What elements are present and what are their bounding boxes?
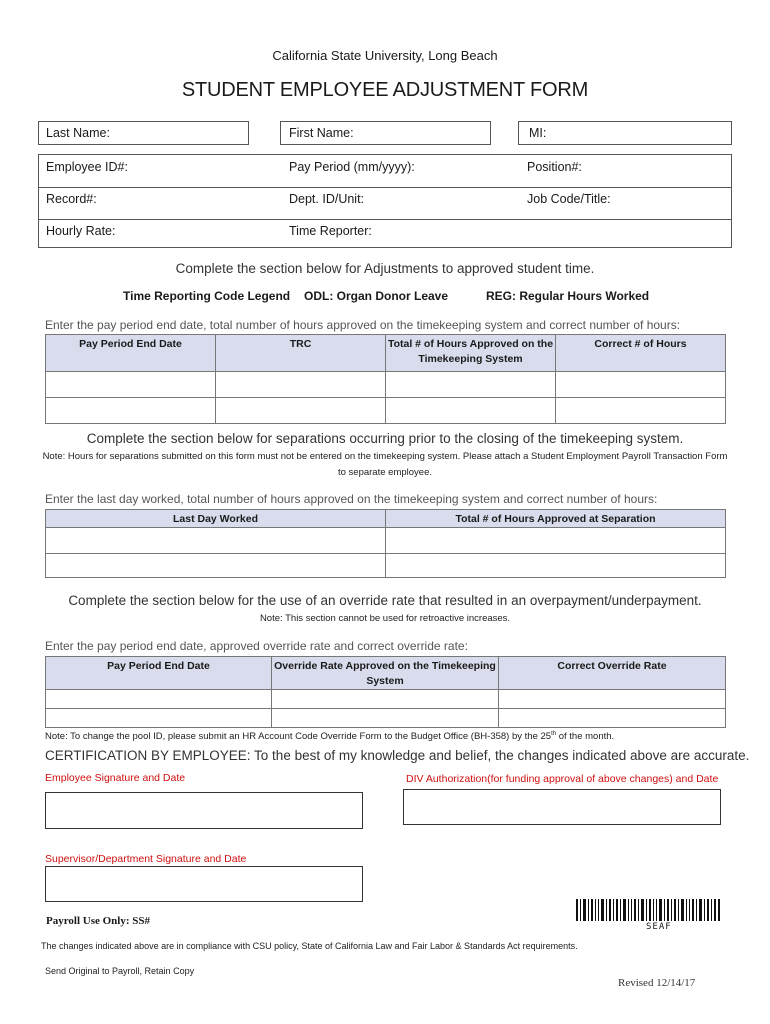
- input-cell[interactable]: [499, 709, 726, 728]
- supervisor-signature-box[interactable]: [45, 866, 363, 902]
- input-cell[interactable]: [272, 709, 499, 728]
- supervisor-signature-label: Supervisor/Department Signature and Date: [45, 853, 247, 865]
- div-authorization-box[interactable]: [403, 789, 721, 825]
- revision-date: Revised 12/14/17: [618, 977, 696, 989]
- send-instructions: Send Original to Payroll, Retain Copy: [45, 966, 195, 976]
- pool-note-sup: th: [551, 731, 557, 737]
- input-cell[interactable]: [272, 690, 499, 709]
- barcode-label: SEAF: [646, 922, 672, 932]
- input-cell[interactable]: [386, 554, 726, 578]
- pool-note-text: Note: To change the pool ID, please submit an HR Account Code Override Form to the Budget Office (BH-358) by the 25: [45, 731, 552, 743]
- input-cell[interactable]: [46, 528, 386, 554]
- override-instruction: Enter the pay period end date, approved override rate and correct override rate:: [45, 639, 468, 653]
- record-label: Record#:: [46, 192, 97, 206]
- col-correct-override-rate: Correct Override Rate: [499, 657, 726, 690]
- table-row: [46, 554, 726, 578]
- input-cell[interactable]: [216, 372, 386, 398]
- separations-note: Note: Hours for separations submitted on this form must not be entered on the timekeeping system. Please attach a Student Employment Payroll Transaction Form to separate employee.: [42, 451, 728, 478]
- payroll-use-label: Payroll Use Only: SS#: [46, 915, 151, 927]
- adjustments-section-heading: Complete the section below for Adjustments to approved student time.: [175, 261, 595, 276]
- col-override-rate-approved: Override Rate Approved on the Timekeeping System: [272, 657, 499, 690]
- col-correct-hours: Correct # of Hours: [556, 335, 726, 372]
- mi-label: MI:: [529, 126, 547, 140]
- separations-table: [45, 509, 726, 578]
- trc-legend-title: Time Reporting Code Legend: [123, 289, 291, 303]
- form-barcode: [576, 899, 721, 921]
- input-cell[interactable]: [46, 398, 216, 424]
- input-cell[interactable]: [46, 372, 216, 398]
- input-cell[interactable]: [386, 528, 726, 554]
- separations-section-heading: Complete the section below for separations occurring prior to the closing of the timekeeping system.: [86, 431, 684, 446]
- separations-instruction: Enter the last day worked, total number of hours approved on the timekeeping system and correct number of hours:: [45, 492, 658, 506]
- last-name-label: Last Name:: [46, 126, 110, 140]
- first-name-field[interactable]: [280, 121, 491, 145]
- override-section-heading: Complete the section below for the use of an override rate that resulted in an overpayment/underpayment.: [68, 593, 702, 608]
- trc-legend-odl: ODL: Organ Donor Leave: [304, 289, 449, 303]
- input-cell[interactable]: [499, 690, 726, 709]
- pool-note-end: of the month.: [556, 731, 615, 743]
- pay-period-label: Pay Period (mm/yyyy):: [289, 160, 415, 174]
- university-name: California State University, Long Beach: [272, 48, 498, 63]
- input-cell[interactable]: [386, 372, 556, 398]
- form-title: STUDENT EMPLOYEE ADJUSTMENT FORM: [181, 79, 589, 101]
- employee-info-block: [38, 154, 732, 248]
- pool-id-note: [45, 726, 614, 745]
- mi-field[interactable]: [518, 121, 732, 145]
- col-trc: TRC: [216, 335, 386, 372]
- employee-id-label: Employee ID#:: [46, 160, 128, 174]
- last-name-field[interactable]: [38, 121, 249, 145]
- col-last-day-worked: Last Day Worked: [46, 510, 386, 528]
- input-cell[interactable]: [216, 398, 386, 424]
- first-name-label: First Name:: [289, 126, 354, 140]
- time-reporter-label: Time Reporter:: [289, 224, 372, 238]
- col-pay-period-end-date: Pay Period End Date: [46, 335, 216, 372]
- col-hours-approved: Total # of Hours Approved on the Timekeeping System: [386, 335, 556, 372]
- table-row: [46, 709, 726, 728]
- dept-label: Dept. ID/Unit:: [289, 192, 365, 206]
- table-row: [46, 372, 726, 398]
- div-authorization-label: DIV Authorization(for funding approval of above changes) and Date: [406, 773, 719, 785]
- col-override-pay-period: Pay Period End Date: [46, 657, 272, 690]
- position-label: Position#:: [527, 160, 582, 174]
- input-cell[interactable]: [46, 709, 272, 728]
- override-note: Note: This section cannot be used for retroactive increases.: [259, 613, 511, 624]
- adjustments-table: [45, 334, 726, 424]
- input-cell[interactable]: [46, 554, 386, 578]
- input-cell[interactable]: [46, 690, 272, 709]
- employee-signature-label: Employee Signature and Date: [45, 772, 186, 784]
- trc-legend-reg: REG: Regular Hours Worked: [486, 289, 650, 303]
- col-hours-approved-separation: Total # of Hours Approved at Separation: [386, 510, 726, 528]
- input-cell[interactable]: [556, 372, 726, 398]
- adjustments-instruction: Enter the pay period end date, total number of hours approved on the timekeeping system and correct number of hours:: [45, 318, 681, 332]
- hourly-rate-label: Hourly Rate:: [46, 224, 116, 238]
- override-table: [45, 656, 726, 728]
- job-code-label: Job Code/Title:: [527, 192, 611, 206]
- table-row: [46, 528, 726, 554]
- employee-signature-box[interactable]: [45, 792, 363, 829]
- certification-statement: CERTIFICATION BY EMPLOYEE: To the best of my knowledge and belief, the changes indicated above are accurate.: [45, 748, 750, 763]
- input-cell[interactable]: [556, 398, 726, 424]
- compliance-statement: The changes indicated above are in compliance with CSU policy, State of California Law and Fair Labor & Standards Act requirements.: [41, 941, 578, 951]
- input-cell[interactable]: [386, 398, 556, 424]
- table-row: [46, 398, 726, 424]
- table-row: [46, 690, 726, 709]
